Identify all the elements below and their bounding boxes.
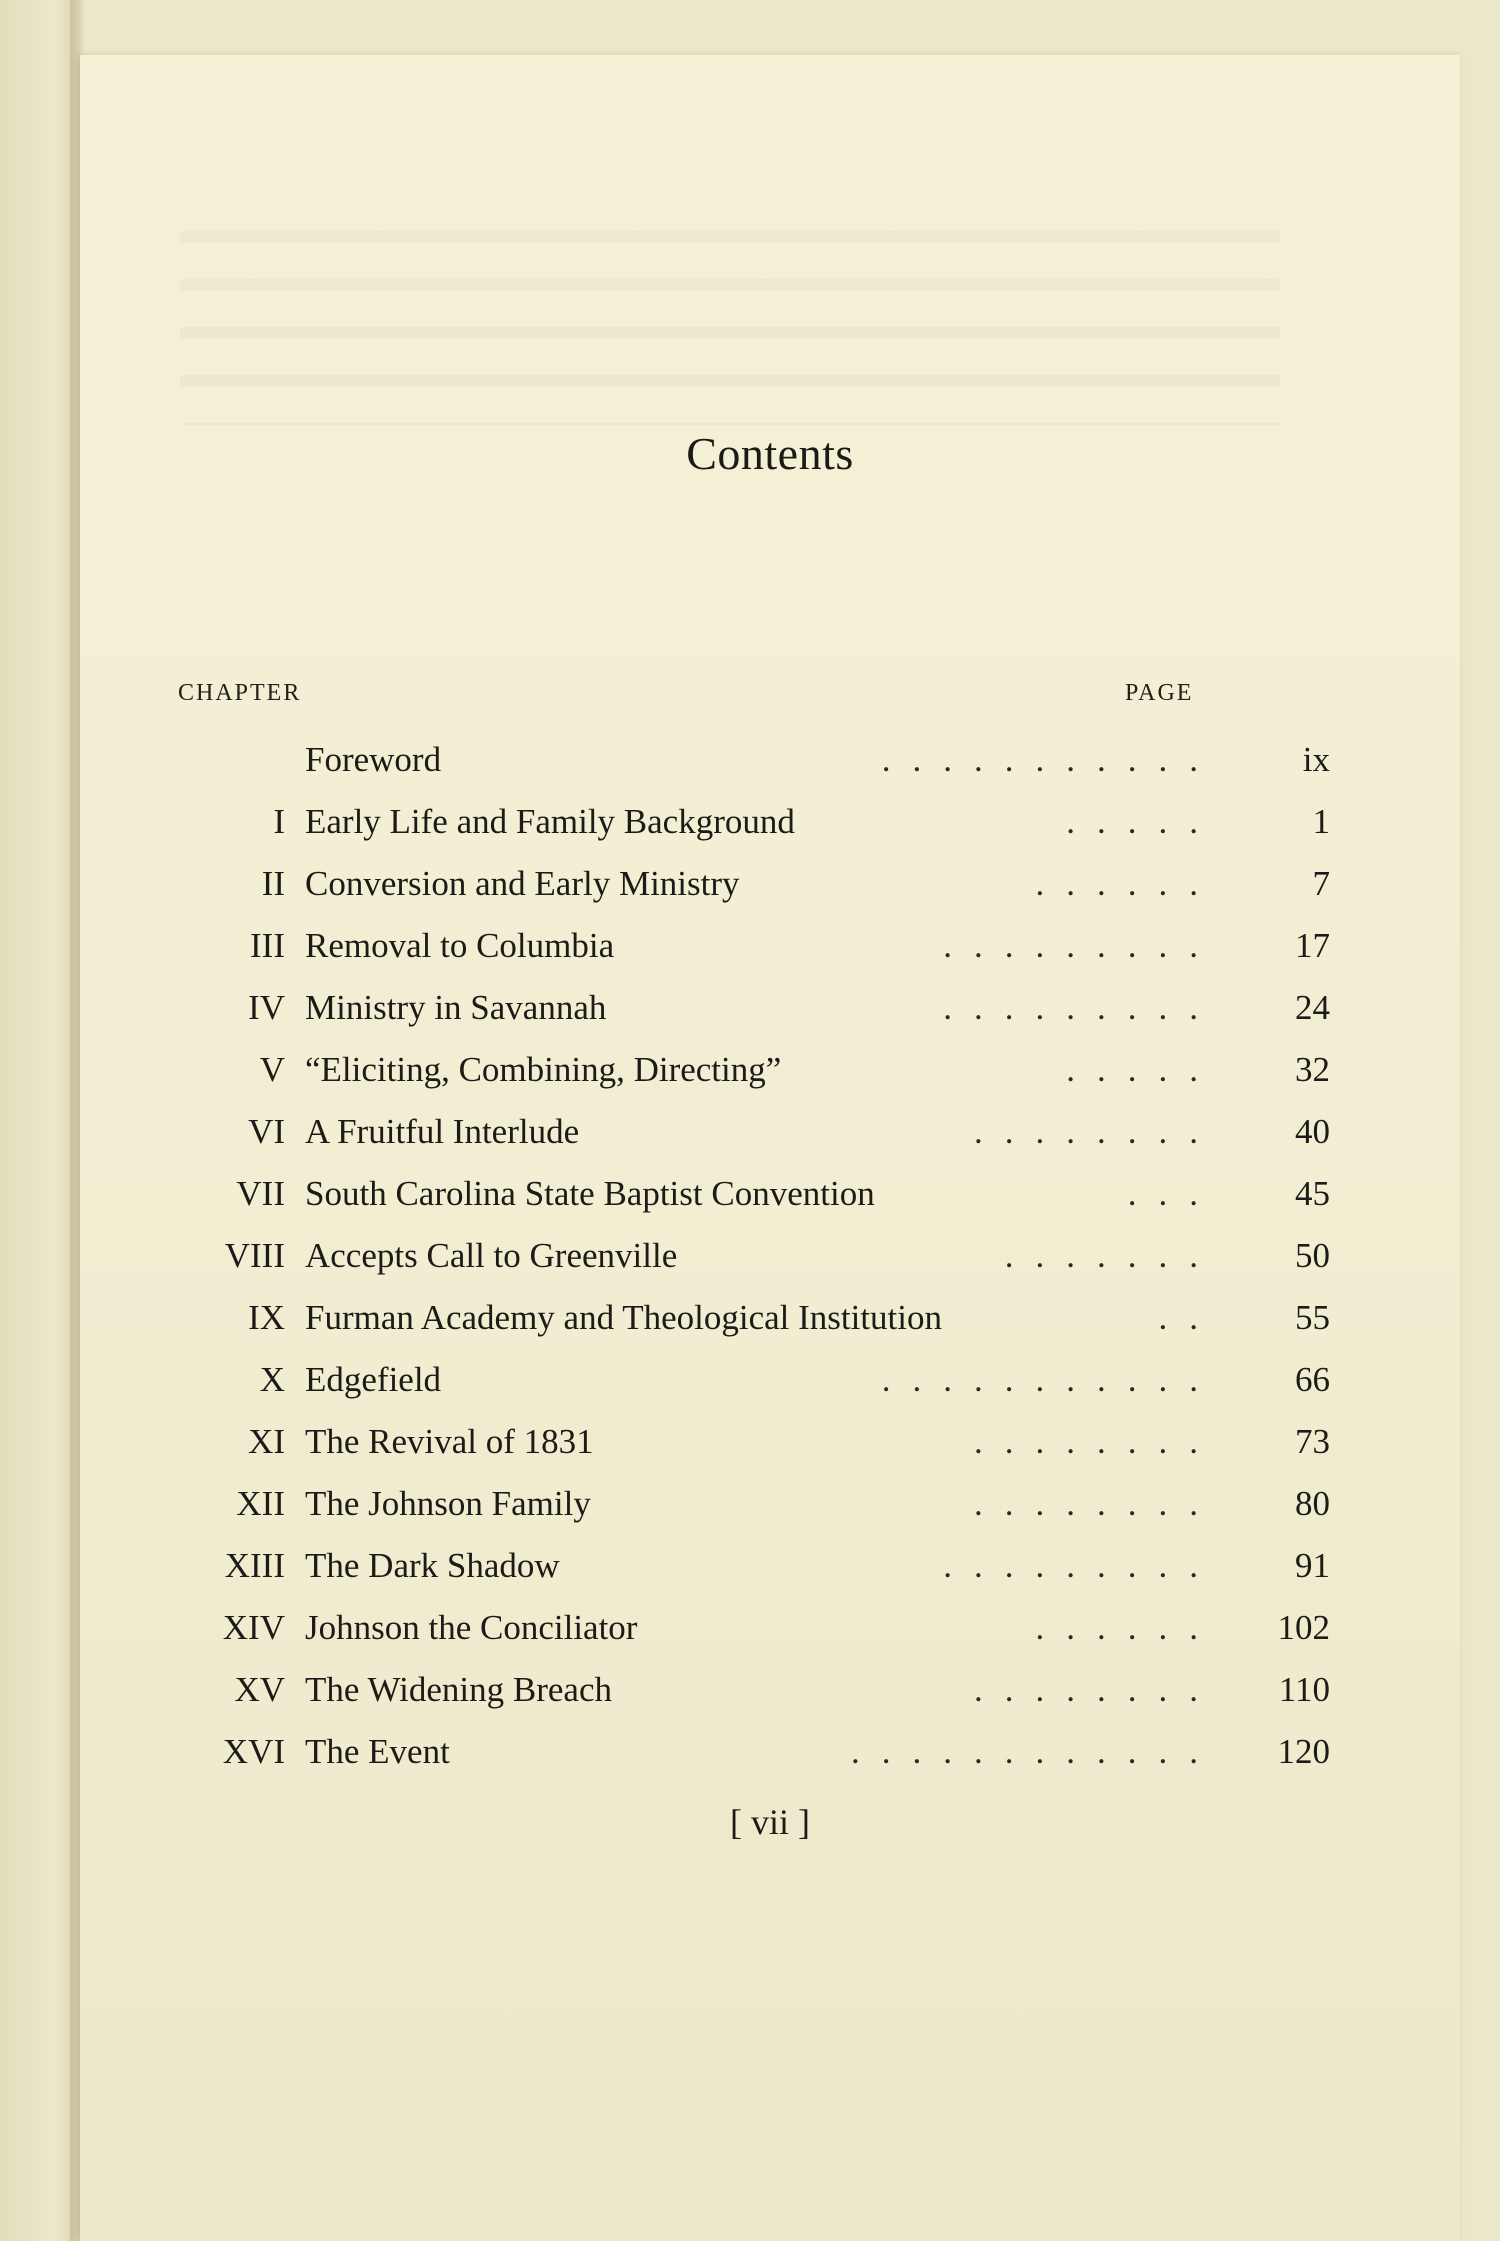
dot-leader: ........ [974, 1422, 1220, 1461]
chapter-numeral: VIII [224, 1236, 285, 1275]
toc-entry [120, 1670, 1330, 1726]
chapter-title: Johnson the Conciliator [305, 1608, 638, 1647]
chapter-numeral: XIV [222, 1608, 285, 1647]
toc-entry [120, 1360, 1330, 1416]
page-number: 1 [1312, 802, 1330, 841]
dot-leader: ............ [851, 1732, 1220, 1771]
page-number: 120 [1277, 1732, 1330, 1771]
toc-entry [120, 1608, 1330, 1664]
page-number: 80 [1295, 1484, 1330, 1523]
toc-entry [120, 1112, 1330, 1168]
page-column-header: PAGE [1125, 680, 1194, 706]
toc-entry [120, 864, 1330, 920]
page-number: 32 [1295, 1050, 1330, 1089]
toc-entry [120, 802, 1330, 858]
chapter-title: “Eliciting, Combining, Directing” [305, 1050, 782, 1089]
toc-entry [120, 1546, 1330, 1602]
chapter-title: The Event [305, 1732, 450, 1771]
page-number: ix [1302, 740, 1330, 779]
toc-entry [120, 1422, 1330, 1478]
page-number: 102 [1277, 1608, 1330, 1647]
dot-leader: ........ [974, 1484, 1220, 1523]
chapter-column-header: CHAPTER [178, 680, 302, 706]
chapter-title: Furman Academy and Theological Institution [305, 1298, 943, 1337]
page-number: 73 [1295, 1422, 1330, 1461]
table-of-contents [80, 55, 1460, 2241]
toc-entry [120, 1174, 1330, 1230]
chapter-numeral: I [273, 802, 285, 841]
chapter-numeral: XIII [224, 1546, 285, 1585]
dot-leader: ... [1127, 1174, 1220, 1213]
dot-leader: ........... [881, 740, 1220, 779]
page-folio: [ vii ] [730, 1802, 810, 1842]
toc-entry [120, 988, 1330, 1044]
dot-leader: ...... [1035, 864, 1220, 903]
chapter-numeral: III [250, 926, 285, 965]
toc-entry [120, 926, 1330, 982]
dot-leader: .. [1158, 1298, 1220, 1337]
chapter-title: The Johnson Family [305, 1484, 591, 1523]
chapter-numeral: V [259, 1050, 285, 1089]
chapter-title: Removal to Columbia [305, 926, 615, 965]
page-number: 24 [1295, 988, 1330, 1027]
dot-leader: ....... [1004, 1236, 1220, 1275]
toc-entry [120, 1050, 1330, 1106]
chapter-title: South Carolina State Baptist Convention [305, 1174, 875, 1213]
page-number: 110 [1278, 1670, 1330, 1709]
chapter-title: The Dark Shadow [305, 1546, 560, 1585]
page-number: 17 [1295, 926, 1330, 965]
chapter-numeral: IX [248, 1298, 285, 1337]
chapter-numeral: II [261, 864, 285, 903]
chapter-numeral: XVI [222, 1732, 285, 1771]
page-number: 50 [1295, 1236, 1330, 1275]
dot-leader: ......... [943, 926, 1220, 965]
page-number: 55 [1295, 1298, 1330, 1337]
page-number: 45 [1295, 1174, 1330, 1213]
contents-page [80, 55, 1460, 2241]
chapter-numeral: IV [248, 988, 285, 1027]
chapter-numeral: XV [234, 1670, 285, 1709]
dot-leader: ........ [974, 1670, 1220, 1709]
chapter-numeral: X [259, 1360, 285, 1399]
dot-leader: ......... [943, 1546, 1220, 1585]
chapter-title: Accepts Call to Greenville [305, 1236, 678, 1275]
chapter-title: Early Life and Family Background [305, 802, 795, 841]
dot-leader: ..... [1066, 802, 1220, 841]
chapter-title: Ministry in Savannah [305, 988, 607, 1027]
facing-page-edge [0, 0, 78, 2241]
chapter-numeral: VI [248, 1112, 285, 1151]
chapter-title: The Revival of 1831 [305, 1422, 594, 1461]
chapter-title: Edgefield [305, 1360, 442, 1399]
page-number: 40 [1295, 1112, 1330, 1151]
chapter-title: A Fruitful Interlude [305, 1112, 580, 1151]
toc-entry [120, 1236, 1330, 1292]
page-number: 66 [1295, 1360, 1330, 1399]
dot-leader: ........ [974, 1112, 1220, 1151]
toc-entry [120, 1732, 1330, 1788]
chapter-title: The Widening Breach [305, 1670, 613, 1709]
chapter-numeral: VII [236, 1174, 285, 1213]
chapter-numeral: XI [248, 1422, 285, 1461]
chapter-title: Conversion and Early Ministry [305, 864, 740, 903]
dot-leader: ........... [881, 1360, 1220, 1399]
page-number: 7 [1312, 864, 1330, 903]
chapter-numeral: XII [236, 1484, 285, 1523]
page-number: 91 [1295, 1546, 1330, 1585]
toc-entry [120, 1298, 1330, 1354]
toc-entry [120, 740, 1330, 796]
dot-leader: ...... [1035, 1608, 1220, 1647]
chapter-title: Foreword [305, 740, 442, 779]
page-title: Contents [686, 428, 854, 479]
dot-leader: ..... [1066, 1050, 1220, 1089]
toc-entry [120, 1484, 1330, 1540]
dot-leader: ......... [943, 988, 1220, 1027]
